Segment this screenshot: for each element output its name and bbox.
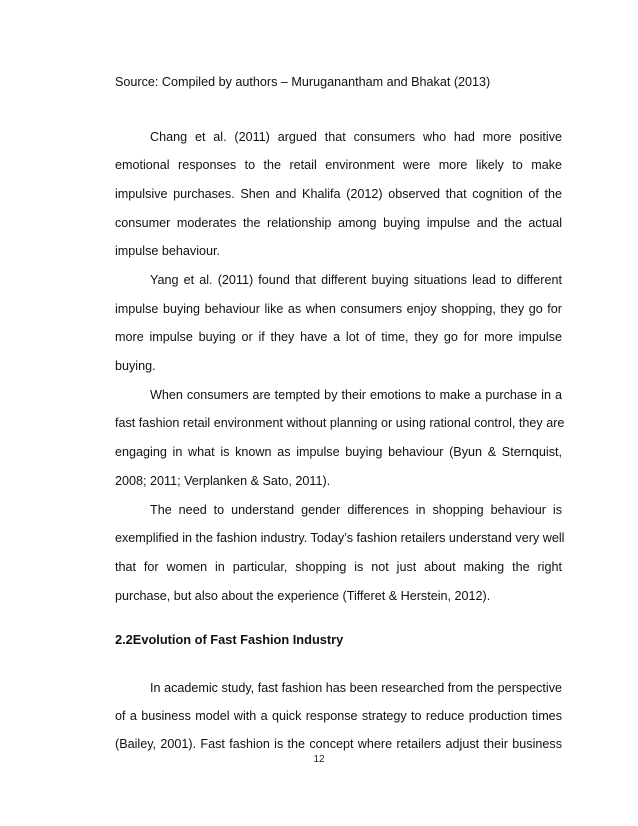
section-paragraph-line-1: In academic study, fast fashion has been researched from the perspective [150, 681, 562, 695]
paragraph-4-line-2: exemplified in the fashion industry. Today’s fashion retailers understand very well [115, 531, 565, 545]
paragraph-1-line-2: emotional responses to the retail environment were more likely to make [115, 158, 562, 172]
paragraph-2-line-2: impulse buying behaviour like as when consumers enjoy shopping, they go for [115, 302, 562, 316]
paragraph-3-line-1: When consumers are tempted by their emotions to make a purchase in a [150, 388, 562, 402]
paragraph-3-line-2: fast fashion retail environment without planning or using rational control, they are [115, 416, 565, 430]
source-line: Source: Compiled by authors – Muruganantham and Bhakat (2013) [115, 75, 491, 89]
section-paragraph-line-3: (Bailey, 2001). Fast fashion is the concept where retailers adjust their business [115, 737, 562, 751]
paragraph-2-line-3: more impulse buying or if they have a lot of time, they go for more impulse [115, 330, 562, 344]
paragraph-3-line-3: engaging in what is known as impulse buying behaviour (Byun & Sternquist, [115, 445, 562, 459]
paragraph-2-line-1: Yang et al. (2011) found that different buying situations lead to different [150, 273, 562, 287]
paragraph-1-line-1: Chang et al. (2011) argued that consumers who had more positive [150, 130, 562, 144]
paragraph-4-line-3: that for women in particular, shopping is not just about making the right [115, 560, 562, 574]
paragraph-2-line-4: buying. [115, 359, 156, 373]
section-heading: 2.2Evolution of Fast Fashion Industry [115, 632, 344, 647]
paragraph-1-line-3: impulsive purchases. Shen and Khalifa (2012) observed that cognition of the [115, 187, 562, 201]
paragraph-3-line-4: 2008; 2011; Verplanken & Sato, 2011). [115, 474, 331, 488]
paragraph-1-line-4: consumer moderates the relationship among buying impulse and the actual [115, 216, 562, 230]
paragraph-4-line-4: purchase, but also about the experience (Tifferet & Herstein, 2012). [115, 589, 491, 603]
page-number: 12 [313, 754, 325, 765]
paragraph-1-line-5: impulse behaviour. [115, 244, 221, 258]
paragraph-4-line-1: The need to understand gender differences in shopping behaviour is [150, 503, 562, 517]
section-paragraph-line-2: of a business model with a quick response strategy to reduce production times [115, 709, 562, 723]
